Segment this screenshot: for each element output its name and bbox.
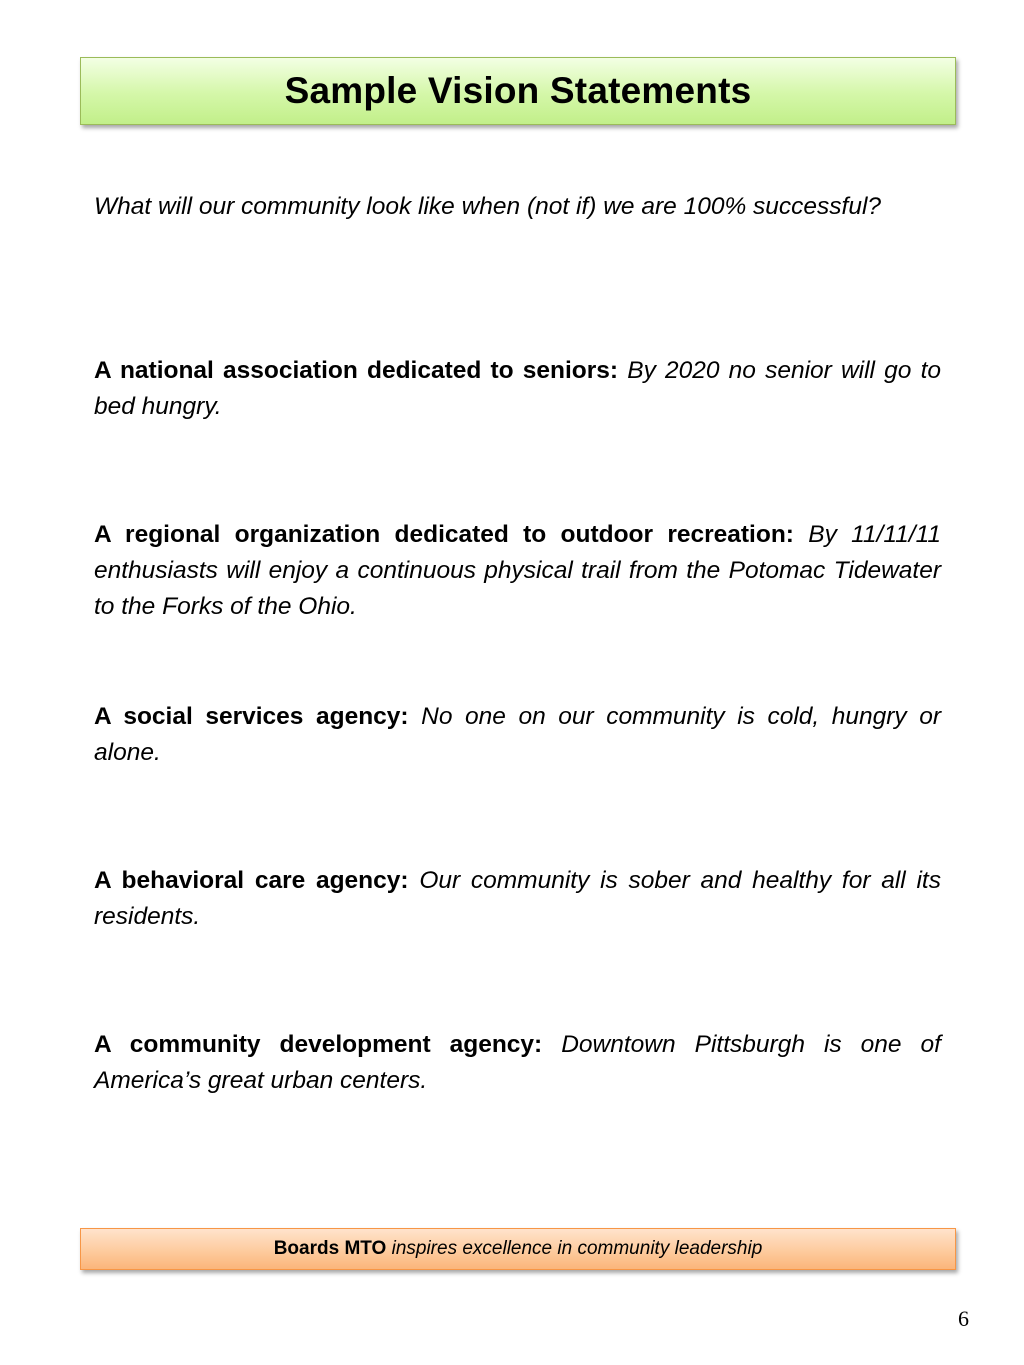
- title-banner: [80, 57, 956, 125]
- example-label: A community development agency:: [94, 1031, 543, 1058]
- footer-brand: Boards MTO: [273, 1238, 387, 1259]
- footer-tagline: inspires excellence in community leadership: [391, 1238, 763, 1259]
- example-statement: By 2020 no senior will go to bed hungry.: [94, 357, 941, 420]
- example-social-services: [94, 699, 941, 771]
- example-label: A regional organization dedicated to outdoor recreation:: [94, 521, 794, 548]
- example-behavioral-care: [94, 863, 941, 935]
- example-outdoor-recreation: [94, 517, 941, 625]
- example-label: A behavioral care agency:: [94, 867, 409, 894]
- example-statement: By 11/11/11 enthusiasts will enjoy a continuous physical trail from the Potomac Tidewater to the Forks of the Ohio.: [94, 521, 942, 620]
- example-label: A national association dedicated to seniors:: [94, 357, 619, 384]
- example-statement: No one on our community is cold, hungry or alone.: [94, 703, 942, 766]
- example-statement: Downtown Pittsburgh is one of America’s great urban centers.: [94, 1031, 941, 1094]
- footer-banner: [80, 1228, 956, 1270]
- example-seniors: [94, 353, 941, 425]
- intro-question: What will our community look like when (not if) we are 100% successful?: [94, 193, 882, 220]
- page-number: 6: [958, 1306, 969, 1331]
- page-title: Sample Vision Statements: [284, 70, 752, 111]
- example-community-development: [94, 1027, 941, 1099]
- example-label: A social services agency:: [94, 703, 409, 730]
- example-statement: Our community is sober and healthy for all its residents.: [94, 867, 941, 930]
